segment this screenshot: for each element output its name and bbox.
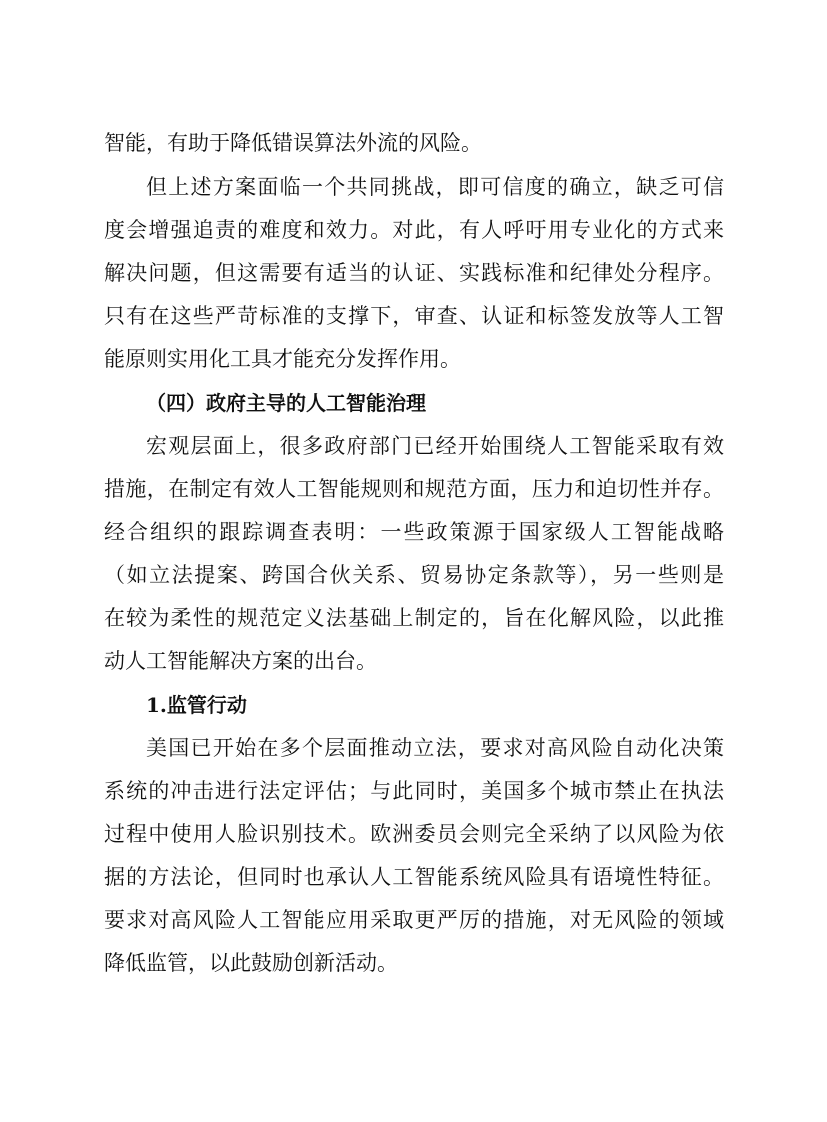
paragraph-line: 措施，在制定有效人工智能规则和规范方面，压力和迫切性并存。: [104, 477, 724, 501]
section-heading: （四）政府主导的人工智能治理: [146, 391, 426, 415]
paragraph-line: 降低监管，以此鼓励创新活动。: [104, 951, 398, 975]
paragraph-line: 能原则实用化工具才能充分发挥作用。: [104, 347, 461, 371]
paragraph-line: 宏观层面上，很多政府部门已经开始围绕人工智能采取有效: [146, 434, 724, 458]
paragraph-line: 但上述方案面临一个共同挑战，即可信度的确立，缺乏可信: [146, 175, 724, 199]
paragraph-line: 过程中使用人脸识别技术。欧洲委员会则完全采纳了以风险为依: [104, 822, 724, 846]
paragraph-line: 动人工智能解决方案的出台。: [104, 649, 377, 673]
paragraph-line: 系统的冲击进行法定评估；与此同时，美国多个城市禁止在执法: [104, 779, 724, 803]
paragraph-line: 经合组织的跟踪调查表明：一些政策源于国家级人工智能战略: [104, 520, 724, 544]
subsection-heading: 1.监管行动: [146, 693, 247, 717]
paragraph-line: 要求对高风险人工智能应用采取更严厉的措施，对无风险的领域: [104, 908, 724, 932]
paragraph-line: 在较为柔性的规范定义法基础上制定的，旨在化解风险，以此推: [104, 606, 724, 630]
paragraph-line: 只有在这些严苛标准的支撑下，审查、认证和标签发放等人工智: [104, 304, 724, 328]
paragraph-line: 据的方法论，但同时也承认人工智能系统风险具有语境性特征。: [104, 865, 724, 889]
paragraph-line: 度会增强追责的难度和效力。对此，有人呼吁用专业化的方式来: [104, 218, 724, 242]
paragraph-line: （如立法提案、跨国合伙关系、贸易协定条款等），另一些则是: [104, 563, 724, 587]
paragraph-line: 智能，有助于降低错误算法外流的风险。: [104, 131, 482, 155]
paragraph-line: 美国已开始在多个层面推动立法，要求对高风险自动化决策: [146, 736, 724, 760]
paragraph-line: 解决问题，但这需要有适当的认证、实践标准和纪律处分程序。: [104, 261, 724, 285]
